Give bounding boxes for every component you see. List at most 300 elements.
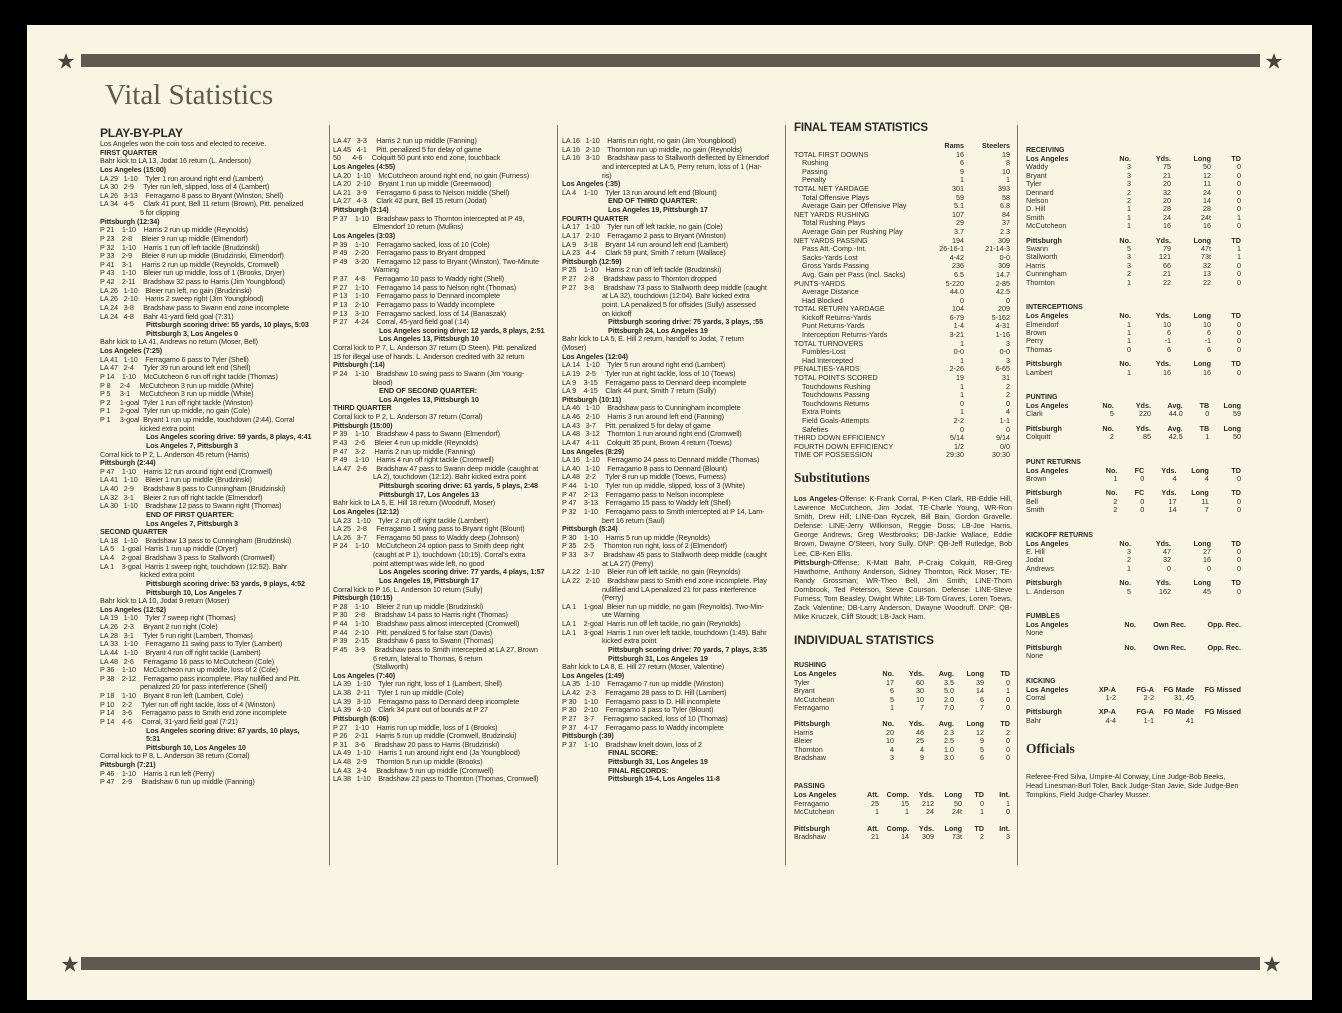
stat-value bbox=[1194, 694, 1241, 702]
pbp-line: and intercepted at LA 5, Perry return, loss of 1 (Har- bbox=[602, 161, 762, 171]
ft-row-rams: 1/2 bbox=[954, 441, 964, 451]
spacer bbox=[1026, 602, 1244, 612]
stat-section-label: RECEIVING bbox=[1026, 147, 1065, 154]
stat-value: 5 bbox=[890, 694, 894, 704]
stat-value bbox=[1136, 629, 1186, 637]
ft-row-rams: 29 bbox=[956, 218, 964, 228]
pbp-line: P 39 1-10 Ferragamo sacked, loss of 10 (Cole) bbox=[333, 239, 490, 249]
stat-value: 7 bbox=[920, 702, 924, 712]
stat-col-header: Yds. bbox=[918, 823, 934, 833]
stat-value: 0 bbox=[1140, 505, 1145, 515]
pbp-line: Bahr kick to LA 13, Jodat 16 return (L. Anderson) bbox=[100, 156, 251, 166]
pbp-line: 50 4-6 Colquitt 50 punt into end zone, touchback bbox=[333, 153, 501, 163]
pbp-line: LA 30 2-9 Tyler run left, slipped, loss of 4 (Lambert) bbox=[100, 182, 270, 192]
pbp-line: P 33 3-7 Bradshaw 45 pass to Stallworth deep middle (caught bbox=[562, 550, 767, 559]
stat-player: Thomas bbox=[1026, 344, 1052, 354]
stat-value: 10 bbox=[916, 694, 924, 704]
pbp-line: Los Angeles 19, Pittsburgh 17 bbox=[379, 575, 479, 585]
stat-value: 1 bbox=[1127, 221, 1131, 231]
stat-header-row bbox=[1026, 708, 1241, 716]
pbp-lines bbox=[562, 137, 782, 784]
stat-col-header: TD bbox=[974, 823, 984, 833]
stat-col-header: FC bbox=[1134, 488, 1145, 498]
pbp-line: P 25 1-10 Harris 2 run off left tackle (Brudzinski) bbox=[562, 265, 722, 275]
ft-row-rams: 194 bbox=[952, 235, 964, 245]
ft-row-steelers: 8 bbox=[1006, 158, 1010, 168]
pbp-line: Los Angeles (7:25) bbox=[100, 346, 163, 355]
ft-row-label: TOTAL TURNOVERS bbox=[794, 338, 864, 348]
pbp-line: LA 22 1-10 Bleier run off left tackle, no gain (Reynolds) bbox=[562, 567, 741, 577]
stat-value: 0 bbox=[1237, 563, 1241, 573]
stat-value: 1 bbox=[1205, 432, 1210, 442]
stat-col-header: Long bbox=[1193, 154, 1211, 163]
stat-value: 21 bbox=[1163, 170, 1171, 180]
stat-value: 2.5 bbox=[944, 736, 954, 746]
stat-section-label: PASSING bbox=[794, 783, 825, 791]
stat-value: 0 bbox=[1140, 496, 1145, 506]
final-team-heading: FINAL TEAM STATISTICS bbox=[794, 122, 928, 134]
ft-row-steelers: 393 bbox=[998, 183, 1010, 193]
stat-table bbox=[1026, 425, 1241, 442]
stat-value: 73t bbox=[1201, 252, 1211, 262]
pbp-line: P 46 1-10 Harris 1 run left (Perry) bbox=[100, 768, 215, 778]
stat-col-header: Yds. bbox=[1155, 538, 1171, 548]
pbp-line: LA 35 1-10 Ferragamo 7 run up middle (Winston) bbox=[562, 679, 724, 689]
ft-row-label: PENALTIES-YARDS bbox=[794, 364, 860, 374]
ft-row-steelers: 4-31 bbox=[995, 321, 1010, 331]
stat-col-header: FG Made bbox=[1163, 707, 1194, 717]
stat-col-header: No. bbox=[882, 669, 894, 679]
stat-col-header: Long bbox=[944, 823, 962, 833]
stat-row bbox=[1026, 410, 1241, 418]
ft-row-rams: 1 bbox=[960, 407, 964, 417]
stat-col-header: No. bbox=[882, 719, 894, 729]
ft-row-rams: 16 bbox=[956, 149, 964, 159]
stat-value: 0 bbox=[1006, 702, 1010, 712]
stat-team-label: Pittsburgh bbox=[1026, 235, 1062, 245]
stat-row bbox=[794, 729, 1010, 737]
star-icon bbox=[1263, 955, 1281, 973]
stat-col-header: FG-A bbox=[1136, 707, 1154, 717]
stat-value: 0 bbox=[1006, 736, 1010, 746]
stat-col-header: Yds. bbox=[1161, 465, 1177, 475]
pbp-line: P 45 3-9 Bradshaw pass to Smith intercepted at LA 27, Brown bbox=[333, 644, 538, 654]
pbp-line: Pittsburgh (12:59) bbox=[562, 256, 622, 266]
pbp-line: Los Angeles (7:40) bbox=[333, 670, 396, 680]
ft-row-label: Average Gain per Offensive Play bbox=[802, 201, 907, 211]
pbp-line: LA 40 1-10 Ferragamo 8 pass to Dennard (Blount) bbox=[562, 463, 728, 473]
stat-player: None bbox=[1026, 651, 1044, 661]
ft-row-rams: 3-21 bbox=[949, 330, 964, 340]
stat-value: 4 bbox=[1204, 473, 1209, 483]
stat-player: Ferragamo bbox=[794, 798, 830, 808]
pbp-line: P 13 3-10 Ferragamo sacked, loss of 14 (Banaszak) bbox=[333, 308, 506, 318]
ft-row-steelers: 3 bbox=[1006, 338, 1010, 348]
stat-table bbox=[794, 720, 1010, 762]
pbp-line: kicked extra point bbox=[140, 570, 195, 580]
stat-player: Perry bbox=[1026, 336, 1044, 346]
stat-col-header: Comp. bbox=[886, 790, 909, 800]
stat-value: 0 bbox=[1237, 179, 1241, 189]
stat-value: 5 bbox=[1127, 244, 1131, 254]
stat-value: 24 bbox=[926, 807, 934, 817]
stat-col-header: Long bbox=[1191, 465, 1209, 475]
stat-team-label: Los Angeles bbox=[1026, 154, 1069, 163]
stat-value: 2 bbox=[1113, 505, 1118, 515]
pbp-line: ute Warning bbox=[602, 610, 640, 620]
ft-row-steelers: 0-0 bbox=[999, 252, 1010, 262]
pbp-line: 15 for illegal use of hands. L. Anderson credited with 32 return bbox=[333, 351, 525, 361]
stat-col-header: No. bbox=[1119, 235, 1131, 245]
stat-col-header: Long bbox=[944, 790, 962, 800]
pbp-line: Pittsburgh (5:24) bbox=[562, 524, 618, 534]
pbp-line: LA 41 1-10 Ferragamo 6 pass to Tyler (Shell) bbox=[100, 354, 249, 364]
stat-value: 1 bbox=[890, 702, 894, 712]
stat-table bbox=[1026, 489, 1241, 514]
pbp-line: Los Angeles 13, Pittsburgh 10 bbox=[379, 394, 479, 404]
right-stats bbox=[1026, 146, 1244, 725]
stat-col-header: Yds. bbox=[908, 669, 924, 679]
stat-player: Smith bbox=[1026, 212, 1045, 222]
stat-value: 1 bbox=[1127, 204, 1131, 214]
pbp-line: LA 48 2-6 Ferragamo 16 pass to McCutcheon (Cole) bbox=[100, 656, 275, 666]
stat-value: 50 bbox=[954, 798, 962, 808]
stat-value bbox=[1186, 652, 1241, 660]
stat-value: 6 bbox=[980, 694, 984, 704]
ft-row-label: PUNTS-YARDS bbox=[794, 278, 845, 288]
ft-row-label: Passing bbox=[802, 166, 828, 176]
stat-value: 28 bbox=[1163, 204, 1171, 214]
stat-value: 21 bbox=[1163, 269, 1171, 279]
stat-value: 79 bbox=[1163, 244, 1171, 254]
ft-row-rams: 107 bbox=[952, 209, 964, 219]
stat-row bbox=[794, 754, 1010, 762]
pbp-line: LA 47 4-11 Colquitt 35 punt, Brown 4 return (Toews) bbox=[562, 437, 732, 447]
stat-row bbox=[1026, 588, 1241, 596]
pbp-line: LA 46 2-10 Harris 3 run around left end (Fanning) bbox=[562, 412, 724, 421]
stat-value: 1 bbox=[1006, 686, 1010, 696]
pbp-line: LA 5 1-goal Harris 1 run up middle (Dryer) bbox=[100, 544, 238, 554]
stat-table bbox=[1026, 686, 1241, 703]
stat-col-header: Yds. bbox=[908, 719, 924, 729]
substitutions-la bbox=[794, 494, 1012, 558]
pbp-line: bert 16 return (Saul) bbox=[602, 515, 665, 525]
stat-header-row bbox=[1026, 467, 1241, 475]
pbp-line: P 27 1-10 Ferragamo 14 pass to Nelson right (Thomas) bbox=[333, 282, 517, 292]
stat-value bbox=[1076, 629, 1136, 637]
pbp-line: Corral kick to P 8, L. Anderson 38 return (Corral) bbox=[100, 751, 250, 761]
pbp-line: FOURTH QUARTER bbox=[562, 213, 629, 223]
stat-value: 5.0 bbox=[944, 686, 954, 696]
pbp-line: LA 40 2-9 Bradshaw 8 pass to Cunningham (Brudzinski) bbox=[100, 484, 286, 493]
stat-value: 2 bbox=[1127, 187, 1131, 197]
stat-value: 3 bbox=[1127, 260, 1131, 270]
stat-player: Bradshaw bbox=[794, 831, 826, 841]
stat-team-label: Los Angeles bbox=[794, 790, 837, 800]
stat-team-label: Pittsburgh bbox=[794, 719, 830, 729]
pbp-line: LA 20 2-10 Bryant 1 run up middle (Greenwood) bbox=[333, 179, 492, 189]
pbp-line: P 42 2-11 Bradshaw 32 pass to Harris (Jim Youngblood) bbox=[100, 277, 285, 286]
stat-value: 0 bbox=[1237, 367, 1241, 377]
ft-row-label: Had Blocked bbox=[802, 295, 843, 305]
stat-team-label: Los Angeles bbox=[1026, 538, 1069, 548]
ft-row-rams: 4-42 bbox=[949, 252, 964, 262]
stat-value: 50 bbox=[1233, 432, 1241, 442]
stat-value: 25 bbox=[916, 736, 924, 746]
stat-table bbox=[1026, 237, 1241, 287]
stat-value bbox=[1076, 652, 1136, 660]
pbp-line: Corral kick to P 2, L. Anderson 37 return (Corral) bbox=[333, 412, 483, 421]
stat-col-header: TD bbox=[1231, 578, 1241, 588]
stat-value: 44.0 bbox=[1168, 409, 1183, 419]
pbp-line: P 14 3-6 Ferragamo pass to Smith end zone incomplete bbox=[100, 708, 287, 718]
ft-row-rams: 1 bbox=[960, 338, 964, 348]
ft-row-steelers: 3 bbox=[1006, 355, 1010, 365]
stat-value: 66 bbox=[1163, 260, 1171, 270]
pbp-line: LA 41 1-10 Bleier 1 run up middle (Brudzinski) bbox=[100, 475, 252, 485]
stat-section-label: KICKING bbox=[1026, 677, 1056, 685]
stat-table bbox=[1026, 708, 1241, 725]
ft-row-steelers: 1 bbox=[1006, 175, 1010, 185]
stat-value: 309 bbox=[922, 831, 934, 841]
stat-col-header: Comp. bbox=[886, 823, 909, 833]
stat-value: 1 bbox=[1127, 336, 1131, 346]
pbp-line: LA 9 4-15 Clark 44 punt, Smith 7 return (Sully) bbox=[562, 386, 717, 396]
pbp-line: Los Angeles scoring drive: 59 yards, 8 plays, 4:41 bbox=[146, 432, 312, 442]
stat-team-label: Pittsburgh bbox=[1026, 423, 1062, 433]
pbp-line: LA 1 3-goal Harris 1 run over left tackle, touchdown (1:49). Bahr bbox=[562, 627, 767, 637]
stat-value: 0 bbox=[1237, 327, 1241, 337]
stat-team-label: Pittsburgh bbox=[1026, 578, 1062, 588]
pbp-line: P 47 1-10 Harris 12 run around right end (Cromwell) bbox=[100, 466, 273, 476]
ft-row-rams: 5/14 bbox=[950, 433, 964, 443]
stat-player: Harris bbox=[794, 727, 814, 737]
pbp-line: Bahr kick to LA 5, E. Hill 2 return, handoff to Jodat, 7 return bbox=[562, 334, 744, 344]
stat-col-header: Yds. bbox=[918, 790, 934, 800]
stat-player: Elmendorf bbox=[1026, 319, 1059, 329]
stat-table bbox=[1026, 402, 1241, 419]
stat-value: 0 bbox=[1127, 344, 1131, 354]
stat-value: 2.3 bbox=[944, 727, 954, 737]
pbp-line: LA 44 1-10 Bryant 4 run off right tackle (Lambert) bbox=[100, 647, 261, 657]
pbp-line: 5 for clipping bbox=[140, 208, 180, 217]
stat-col-header: Yds. bbox=[1155, 235, 1171, 245]
stat-team-label: Los Angeles bbox=[1026, 311, 1069, 321]
pbp-line: FINAL RECORDS: bbox=[608, 765, 669, 775]
ft-row-rams: 0 bbox=[960, 398, 964, 408]
stat-row bbox=[794, 808, 1010, 816]
pbp-line: LA 34 4-5 Clark 41 punt, Bell 11 return (Brown), Pitt. penalized bbox=[100, 199, 304, 209]
stat-value: 39 bbox=[976, 677, 984, 687]
ft-row-steelers: 1-1 bbox=[999, 416, 1010, 425]
ft-row-rams: 1 bbox=[960, 175, 964, 185]
stat-value: 0 bbox=[1237, 344, 1241, 354]
pbp-line: Pittsburgh scoring drive: 53 yards, 9 plays, 4:52 bbox=[146, 578, 305, 588]
ft-row-steelers: 10 bbox=[1002, 166, 1010, 176]
stat-value: 7 bbox=[980, 702, 984, 712]
pbp-line: Corral kick to P 7, L. Anderson 37 return (D Steen). Pitt. penalized bbox=[333, 343, 537, 352]
ft-row-label: TIME OF POSSESSION bbox=[794, 450, 873, 460]
stat-col-header: Long bbox=[966, 719, 984, 729]
pbp-line: P 37 1-10 Bradshaw knelt down, loss of 2 bbox=[562, 739, 702, 749]
stat-value: 9 bbox=[980, 736, 984, 746]
ft-row-steelers: 0 bbox=[1006, 424, 1010, 434]
pbp-line: Los Angeles (4:55) bbox=[333, 161, 396, 171]
pbp-line: LA 47 2-4 Tyler 39 run around left end (Shell) bbox=[100, 363, 251, 373]
pbp-line: LA 22 2-10 Bradshaw pass to Smith end zone incomplete. Play bbox=[562, 575, 767, 585]
stat-table bbox=[1026, 467, 1241, 484]
stat-value: 4-4 bbox=[1105, 715, 1116, 725]
stat-value: 16 bbox=[1163, 221, 1171, 231]
ft-row-label: Total Rushing Plays bbox=[802, 218, 866, 228]
pbp-line: LA 1 1-goal Bleier run up middle, no gain (Reynolds). Two-Min- bbox=[562, 601, 764, 611]
ft-row-label: Average Distance bbox=[802, 287, 859, 297]
stat-player: McCutcheon bbox=[1026, 221, 1067, 231]
stat-player: Ferragamo bbox=[794, 702, 830, 712]
stat-col-header: Yds. bbox=[1155, 311, 1171, 321]
stat-value: 24 bbox=[1203, 187, 1211, 197]
stat-value: 15 bbox=[901, 798, 909, 808]
pbp-line: LA 30 1-10 Bradshaw 12 pass to Swann right (Thomas) bbox=[100, 501, 282, 511]
stat-col-header: Opp. Rec. bbox=[1207, 620, 1241, 630]
pbp-line: LA 4 2-goal Bradshaw 3 pass to Stallworth (Cromwell) bbox=[100, 553, 275, 562]
pbp-line: Elmendorf 10 return (Mullins) bbox=[373, 222, 463, 232]
stat-value: 73t bbox=[952, 831, 962, 841]
ft-row-steelers: 58 bbox=[1002, 192, 1010, 202]
stat-player: Clark bbox=[1026, 409, 1043, 419]
stat-col-header: Opp. Rec. bbox=[1207, 642, 1241, 652]
ft-row-rams: 19 bbox=[956, 373, 964, 383]
stat-value bbox=[1136, 652, 1186, 660]
stat-value: 0 bbox=[1205, 409, 1210, 419]
pbp-line: P 39 2-15 Bradshaw 6 pass to Swann (Thomas) bbox=[333, 636, 494, 646]
pbp-line: Pittsburgh 17, Los Angeles 13 bbox=[379, 489, 479, 499]
top-rule-bar bbox=[81, 54, 1260, 67]
stat-value: 16 bbox=[1163, 367, 1171, 377]
stat-section-label: FUMBLES bbox=[1026, 613, 1060, 621]
pbp-line: Corral kick to P 16, L. Anderson 10 return (Sully) bbox=[333, 584, 483, 594]
pbp-line: nullified and LA penalized 21 for pass interference bbox=[602, 584, 757, 594]
stat-value: 30 bbox=[916, 686, 924, 696]
pbp-line: LA 47 3-3 Harris 2 run up middle (Fanning) bbox=[333, 137, 477, 145]
stat-row bbox=[1026, 346, 1241, 354]
stat-col-header: FG-A bbox=[1136, 684, 1154, 694]
stat-value: 6 bbox=[890, 686, 894, 696]
stat-player: Tyler bbox=[1026, 179, 1042, 189]
stat-col-header: Long bbox=[1193, 359, 1211, 369]
ft-row-rams: 2-26 bbox=[949, 364, 964, 374]
pbp-line: LA 16 2-10 Thornton run up middle, no gain (Reynolds) bbox=[562, 144, 742, 154]
pbp-line: LA 16 1-10 Ferragamo 24 pass to Dennard middle (Thomas) bbox=[562, 455, 760, 465]
ft-row-steelers: 2 bbox=[1006, 390, 1010, 400]
stat-value: 3 bbox=[1127, 547, 1131, 556]
pbp-line: LA 49 1-10 Harris 1 run around right end (Ja Youngblood) bbox=[333, 748, 520, 758]
stat-header-row bbox=[1026, 489, 1241, 497]
stat-value: 7 bbox=[1204, 505, 1209, 515]
stat-value: 0 bbox=[1237, 505, 1241, 515]
pbp-line: Los Angeles (1:49) bbox=[562, 670, 625, 680]
stat-value: 12 bbox=[1203, 170, 1211, 180]
ft-row-label: TOTAL FIRST DOWNS bbox=[794, 149, 869, 159]
pbp-line: P 49 2-20 Ferragamo pass to Bryant dropped bbox=[333, 248, 486, 258]
pbp-line: LA 1 3-goal Harris 1 sweep right, touchdown (12:52). Bahr bbox=[100, 561, 288, 571]
stat-col-header: No. bbox=[1119, 538, 1131, 548]
stat-value: 0 bbox=[1237, 221, 1241, 231]
pbp-line: Pittsburgh 10, Los Angeles 10 bbox=[146, 742, 246, 752]
ft-row-steelers: 309 bbox=[998, 235, 1010, 245]
stat-value: 0 bbox=[1237, 196, 1241, 206]
stat-value: 3 bbox=[1006, 831, 1010, 841]
substitutions-la-label: Los Angeles bbox=[794, 493, 838, 503]
pbp-line: P 30 1-10 Ferragamo pass to D. Hill incomplete bbox=[562, 696, 721, 706]
ft-row-rams: 301 bbox=[952, 183, 964, 193]
stat-value: 3 bbox=[1127, 179, 1131, 189]
individual-stats-column-right bbox=[1026, 146, 1244, 866]
substitutions-pit bbox=[794, 558, 1012, 622]
stat-value: 32 bbox=[1163, 555, 1171, 565]
stat-value: 6 bbox=[1167, 344, 1171, 354]
stat-value: 46 bbox=[916, 727, 924, 737]
ft-row-rams: 29:30 bbox=[946, 450, 964, 460]
stat-value: 31, 45 bbox=[1174, 693, 1194, 703]
stat-value: 14 bbox=[1168, 505, 1177, 515]
stat-value: 6 bbox=[980, 752, 984, 762]
stat-value: 1.0 bbox=[944, 744, 954, 754]
stat-value: 1 bbox=[1127, 367, 1131, 377]
spacer bbox=[794, 770, 1012, 782]
stat-value: 0 bbox=[1237, 170, 1241, 180]
pbp-line: P 1 2-goal Tyler run up middle, no gain (Cole) bbox=[100, 406, 250, 416]
pbp-line: LA 24 3-8 Bradshaw pass to Swann end zone incomplete bbox=[100, 302, 289, 312]
stat-value: 25 bbox=[871, 798, 879, 808]
pbp-line: Los Angeles (3:03) bbox=[333, 230, 396, 240]
pbp-line: LA 25 2-8 Ferragamo 1 swing pass to Bryant right (Blount) bbox=[333, 524, 525, 534]
stat-value: 0 bbox=[1237, 204, 1241, 214]
ft-row-steelers: 209 bbox=[998, 304, 1010, 314]
stat-value: 85 bbox=[1142, 432, 1151, 442]
pbp-line: LA 48 2-9 Thornton 5 run up middle (Brooks) bbox=[333, 757, 483, 766]
stat-col-header: TD bbox=[1231, 538, 1241, 548]
stat-value: 20 bbox=[886, 727, 894, 737]
stat-value: 2 bbox=[1006, 727, 1010, 737]
column-divider bbox=[785, 125, 786, 865]
stat-table bbox=[1026, 540, 1241, 574]
ft-row-steelers: 2-85 bbox=[995, 278, 1010, 288]
stat-value: 16 bbox=[1203, 367, 1211, 377]
pbp-line: blood) bbox=[373, 377, 393, 387]
pbp-line: Corral kick to P 2, L. Anderson 45 return (Harris) bbox=[100, 449, 249, 459]
officials-heading: Officials bbox=[1026, 741, 1075, 757]
stat-player: Bradshaw bbox=[794, 752, 826, 762]
stat-player: Cunningham bbox=[1026, 269, 1067, 279]
pbp-line: Pittsburgh 24, Los Angeles 19 bbox=[608, 325, 708, 335]
ft-row-steelers: 6-65 bbox=[995, 364, 1010, 374]
spacer bbox=[1026, 383, 1244, 393]
ft-row-steelers: 14.7 bbox=[996, 269, 1010, 279]
stat-value: 32 bbox=[1203, 260, 1211, 270]
stat-player: Dennard bbox=[1026, 187, 1054, 197]
pbp-line: Pittsburgh scoring drive: 61 yards, 5 plays, 2:48 bbox=[379, 481, 538, 490]
ft-row-rams: 9 bbox=[960, 166, 964, 176]
stat-value: 0 bbox=[1167, 563, 1171, 573]
stat-player: Tyler bbox=[794, 677, 810, 687]
stat-value: 2 bbox=[1109, 432, 1114, 442]
stat-row bbox=[1026, 498, 1241, 506]
stat-col-header: Long bbox=[1193, 311, 1211, 321]
stat-row bbox=[1026, 475, 1241, 483]
stat-value: 11 bbox=[1203, 179, 1211, 189]
pbp-line: P 8 2-4 McCutcheon 3 run up middle (White) bbox=[100, 380, 254, 390]
